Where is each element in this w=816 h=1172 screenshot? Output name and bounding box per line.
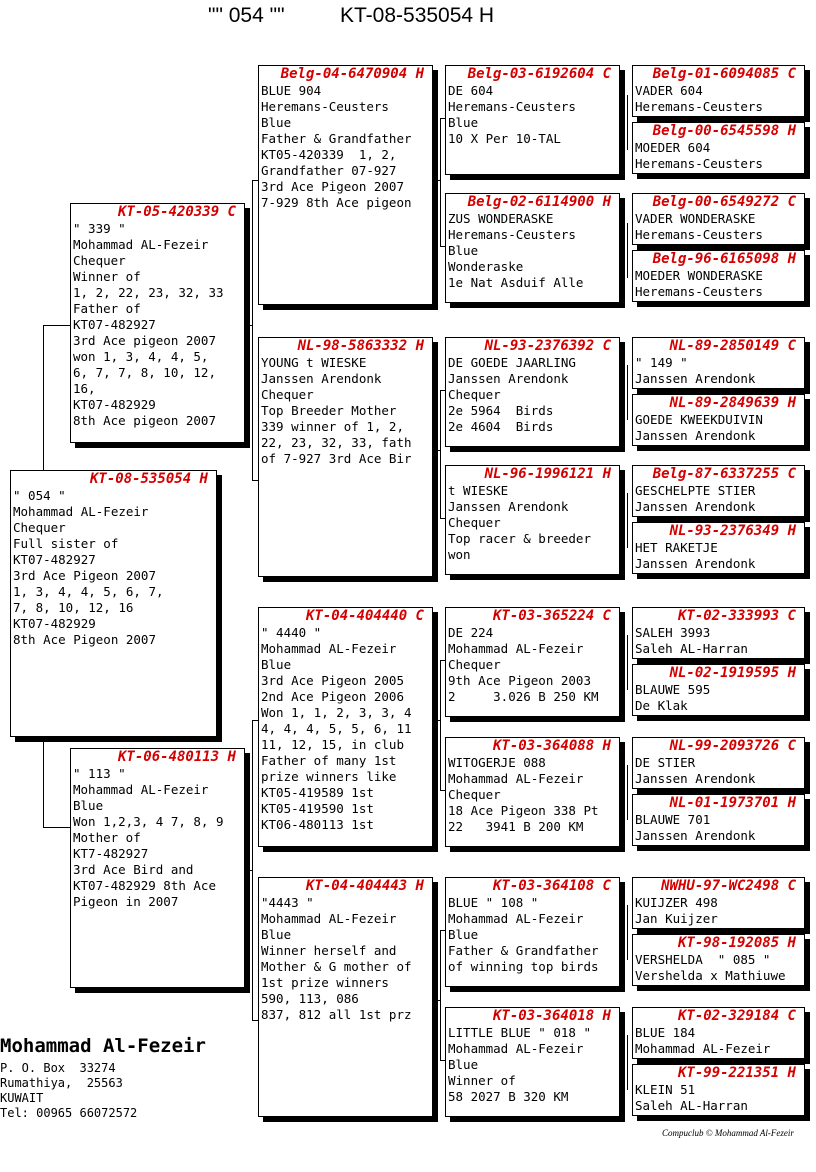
pedigree-connector-line xyxy=(627,905,628,960)
pigeon-card-g10 xyxy=(632,664,805,716)
pigeon-card-g14 xyxy=(632,934,805,986)
pigeon-info-line: ZUS WONDERASKE xyxy=(448,211,554,226)
pedigree-connector-line xyxy=(433,1000,440,1001)
pedigree-connector-line xyxy=(43,325,44,470)
pigeon-info-line: " 113 " xyxy=(73,766,126,781)
pigeon-info-line: BLAUWE 595 xyxy=(635,682,711,697)
ring-number: NL-96-1996121 H xyxy=(484,466,611,482)
pigeon-info-line: 3rd Ace Pigeon 2005 xyxy=(261,673,404,688)
pigeon-info-line: KUIJZER 498 xyxy=(635,895,718,910)
pigeon-info-line: Heremans-Ceusters xyxy=(635,99,763,114)
pigeon-card-dsd xyxy=(445,737,620,847)
header-ring-number: KT-08-535054 H xyxy=(340,4,495,27)
pigeon-info-line: Janssen Arendonk xyxy=(635,499,756,514)
pigeon-info-line: Heremans-Ceusters xyxy=(635,227,763,242)
pigeon-info-line: Chequer xyxy=(73,253,126,268)
pigeon-card-g15 xyxy=(632,1007,805,1059)
pigeon-info-line: Grandfather 07-927 xyxy=(261,163,397,178)
pigeon-info-line: Mohammad AL-Fezeir xyxy=(73,782,209,797)
pigeon-info-line: Heremans-Ceusters xyxy=(448,99,576,114)
ring-number: KT-04-404443 H xyxy=(305,878,424,894)
ring-number: NL-02-1919595 H xyxy=(669,665,796,681)
pigeon-card-ssd xyxy=(445,193,620,303)
pigeon-info-line: 590, 113, 086 xyxy=(261,991,359,1006)
pigeon-info-line: 10 X Per 10-TAL xyxy=(448,131,561,146)
ring-number: Belg-00-6545598 H xyxy=(652,123,796,139)
ring-number: KT-03-364018 H xyxy=(492,1008,611,1024)
pigeon-card-ss xyxy=(258,65,433,305)
pigeon-info-line: 58 2027 B 320 KM xyxy=(448,1089,569,1104)
pigeon-info-line: won 1, 3, 4, 4, 5, xyxy=(73,349,209,364)
pigeon-info-line: 18 Ace Pigeon 338 Pt xyxy=(448,803,599,818)
pigeon-info-line: Blue xyxy=(261,657,292,672)
pigeon-info-line: Blue xyxy=(448,927,479,942)
ring-number: NL-93-2376349 H xyxy=(669,523,796,539)
pigeon-info-line: Janssen Arendonk xyxy=(448,371,569,386)
owner-address-line: KUWAIT xyxy=(0,1091,44,1105)
pigeon-info-line: LITTLE BLUE " 018 " xyxy=(448,1025,591,1040)
pedigree-connector-line xyxy=(433,450,440,451)
pedigree-connector-line xyxy=(627,95,628,150)
ring-number: KT-08-535054 H xyxy=(89,471,208,487)
pigeon-info-line: Blue xyxy=(261,115,292,130)
pigeon-info-line: Blue xyxy=(261,927,292,942)
pigeon-info-line: Won 1, 1, 2, 3, 3, 4 xyxy=(261,705,412,720)
pigeon-info-line: KT7-482927 xyxy=(73,846,149,861)
pigeon-info-line: 11, 12, 15, in club xyxy=(261,737,404,752)
pigeon-info-line: Mohammad AL-Fezeir xyxy=(261,641,397,656)
pigeon-info-line: Mohammad AL-Fezeir xyxy=(448,641,584,656)
pigeon-card-dd xyxy=(258,877,433,1117)
pigeon-info-line: Mohammad AL-Fezeir xyxy=(13,504,149,519)
pedigree-connector-line xyxy=(43,325,70,326)
ring-number: KT-02-329184 C xyxy=(677,1008,796,1024)
pigeon-info-line: KT07-482929 xyxy=(13,616,96,631)
pedigree-connector-line xyxy=(43,737,44,827)
pigeon-card-g2 xyxy=(632,122,805,174)
header-nickname: "" 054 "" xyxy=(208,4,285,27)
pigeon-info-line: Mohammad AL-Fezeir xyxy=(261,911,397,926)
ring-number: KT-98-192085 H xyxy=(677,935,796,951)
pigeon-info-line: SALEH 3993 xyxy=(635,625,711,640)
pigeon-info-line: Janssen Arendonk xyxy=(261,371,382,386)
ring-number: KT-99-221351 H xyxy=(677,1065,796,1081)
pigeon-info-line: Father & Grandfather xyxy=(448,943,599,958)
ring-number: Belg-02-6114900 H xyxy=(467,194,611,210)
ring-number: KT-04-404440 C xyxy=(305,608,424,624)
pigeon-info-line: 4, 4, 4, 5, 5, 6, 11 xyxy=(261,721,412,736)
pedigree-connector-line xyxy=(440,660,441,790)
pigeon-card-g3 xyxy=(632,193,805,245)
pigeon-info-line: VADER 604 xyxy=(635,83,703,98)
pigeon-info-line: Chequer xyxy=(13,520,66,535)
pigeon-card-g1 xyxy=(632,65,805,117)
pigeon-card-g16 xyxy=(632,1064,805,1116)
pigeon-info-line: BLUE 184 xyxy=(635,1025,696,1040)
pigeon-info-line: Top Breeder Mother xyxy=(261,403,397,418)
pigeon-info-line: 1e Nat Asduif Alle xyxy=(448,275,584,290)
pigeon-info-line: 3rd Ace Bird and xyxy=(73,862,194,877)
owner-address-line: Rumathiya, 25563 xyxy=(0,1076,123,1090)
pedigree-connector-line xyxy=(245,870,252,871)
ring-number: NL-98-5863332 H xyxy=(297,338,424,354)
pedigree-connector-line xyxy=(627,765,628,820)
pigeon-info-line: Winner of xyxy=(73,269,141,284)
pigeon-info-line: Father of many 1st xyxy=(261,753,397,768)
pigeon-info-line: HET RAKETJE xyxy=(635,540,718,555)
pigeon-card-g13 xyxy=(632,877,805,929)
pigeon-info-line: Full sister of xyxy=(13,536,119,551)
pigeon-info-line: Jan Kuijzer xyxy=(635,911,718,926)
ring-number: NL-89-2850149 C xyxy=(669,338,796,354)
pedigree-connector-line xyxy=(252,720,253,1020)
pigeon-info-line: KT07-482927 xyxy=(73,317,156,332)
pigeon-card-g7 xyxy=(632,465,805,517)
pigeon-info-line: KT05-419590 1st xyxy=(261,801,374,816)
pedigree-connector-line xyxy=(627,635,628,690)
pigeon-info-line: VERSHELDA " 085 " xyxy=(635,952,771,967)
pigeon-card-ds xyxy=(258,607,433,847)
pigeon-info-line: 3rd Ace pigeon 2007 xyxy=(73,333,216,348)
pigeon-info-line: Winner of xyxy=(448,1073,516,1088)
pigeon-info-line: 339 winner of 1, 2, xyxy=(261,419,404,434)
pigeon-info-line: " 339 " xyxy=(73,221,126,236)
pigeon-info-line: 7, 8, 10, 12, 16 xyxy=(13,600,134,615)
pigeon-info-line: DE 224 xyxy=(448,625,494,640)
pigeon-card-g9 xyxy=(632,607,805,659)
pigeon-info-line: Blue xyxy=(73,798,104,813)
pigeon-info-line: Blue xyxy=(448,115,479,130)
pigeon-info-line: Heremans-Ceusters xyxy=(261,99,389,114)
pigeon-info-line: won xyxy=(448,547,471,562)
pedigree-connector-line xyxy=(252,180,253,480)
ring-number: KT-05-420339 C xyxy=(117,204,236,220)
pigeon-info-line: GESCHELPTE STIER xyxy=(635,483,756,498)
pigeon-info-line: of 7-927 3rd Ace Bir xyxy=(261,451,412,466)
pigeon-info-line: DE STIER xyxy=(635,755,696,770)
pigeon-info-line: BLUE " 108 " xyxy=(448,895,539,910)
pigeon-card-subject xyxy=(10,470,217,737)
copyright-note: Compuclub © Mohammad Al-Fezeir xyxy=(662,1128,794,1138)
pigeon-info-line: Heremans-Ceusters xyxy=(635,284,763,299)
ring-number: Belg-87-6337255 C xyxy=(652,466,796,482)
pigeon-info-line: Mohammad AL-Fezeir xyxy=(635,1041,771,1056)
pigeon-info-line: BLUE 904 xyxy=(261,83,322,98)
pedigree-connector-line xyxy=(440,930,441,1060)
pigeon-info-line: Mohammad AL-Fezeir xyxy=(448,771,584,786)
pigeon-card-sire xyxy=(70,203,245,443)
pigeon-info-line: t WIESKE xyxy=(448,483,509,498)
ring-number: NL-89-2849639 H xyxy=(669,395,796,411)
pigeon-info-line: 2e 5964 Birds xyxy=(448,403,554,418)
pigeon-info-line: Winner herself and xyxy=(261,943,397,958)
pigeon-info-line: 1, 2, 22, 23, 32, 33 xyxy=(73,285,224,300)
pigeon-card-sdd xyxy=(445,465,620,575)
pigeon-info-line: De Klak xyxy=(635,698,688,713)
pigeon-card-dss xyxy=(445,607,620,717)
pigeon-card-g11 xyxy=(632,737,805,789)
ring-number: NL-93-2376392 C xyxy=(484,338,611,354)
pedigree-connector-line xyxy=(440,118,441,246)
ring-number: NL-99-2093726 C xyxy=(669,738,796,754)
pigeon-info-line: Janssen Arendonk xyxy=(635,371,756,386)
pigeon-info-line: Chequer xyxy=(448,787,501,802)
pigeon-info-line: 2e 4604 Birds xyxy=(448,419,554,434)
pedigree-connector-line xyxy=(440,390,441,518)
pigeon-info-line: Janssen Arendonk xyxy=(635,556,756,571)
pigeon-info-line: " 054 " xyxy=(13,488,66,503)
pedigree-connector-line xyxy=(627,365,628,420)
ring-number: KT-06-480113 H xyxy=(117,749,236,765)
pigeon-info-line: 3rd Ace Pigeon 2007 xyxy=(261,179,404,194)
pigeon-info-line: Chequer xyxy=(448,657,501,672)
pedigree-connector-line xyxy=(43,827,70,828)
pigeon-info-line: Wonderaske xyxy=(448,259,524,274)
pedigree-connector-line xyxy=(433,720,440,721)
ring-number: KT-02-333993 C xyxy=(677,608,796,624)
pigeon-info-line: "4443 " xyxy=(261,895,314,910)
pedigree-connector-line xyxy=(627,1035,628,1090)
pigeon-info-line: Father of xyxy=(73,301,141,316)
pigeon-info-line: 8th Ace Pigeon 2007 xyxy=(13,632,156,647)
pigeon-info-line: DE 604 xyxy=(448,83,494,98)
ring-number: KT-03-364108 C xyxy=(492,878,611,894)
pedigree-connector-line xyxy=(433,180,440,181)
pigeon-card-g6 xyxy=(632,394,805,446)
pigeon-info-line: Blue xyxy=(448,1057,479,1072)
pigeon-info-line: Chequer xyxy=(261,387,314,402)
ring-number: Belg-00-6549272 C xyxy=(652,194,796,210)
pigeon-info-line: Mother of xyxy=(73,830,141,845)
pigeon-info-line: KT07-482929 8th Ace xyxy=(73,878,216,893)
pigeon-info-line: KT05-420339 1, 2, xyxy=(261,147,397,162)
ring-number: NWHU-97-WC2498 C xyxy=(661,878,796,894)
pigeon-info-line: 22, 23, 32, 33, fath xyxy=(261,435,412,450)
pedigree-connector-line xyxy=(627,493,628,548)
pigeon-info-line: KLEIN 51 xyxy=(635,1082,696,1097)
pigeon-info-line: Chequer xyxy=(448,515,501,530)
ring-number: Belg-03-6192604 C xyxy=(467,66,611,82)
pigeon-card-sd xyxy=(258,337,433,577)
pigeon-info-line: 22 3941 B 200 KM xyxy=(448,819,584,834)
pigeon-info-line: KT07-482929 xyxy=(73,397,156,412)
pigeon-card-sss xyxy=(445,65,620,175)
pigeon-info-line: 16, xyxy=(73,381,96,396)
ring-number: NL-01-1973701 H xyxy=(669,795,796,811)
pigeon-info-line: " 4440 " xyxy=(261,625,322,640)
pigeon-info-line: Heremans-Ceusters xyxy=(448,227,576,242)
pigeon-info-line: of winning top birds xyxy=(448,959,599,974)
pigeon-info-line: 7-929 8th Ace pigeon xyxy=(261,195,412,210)
pigeon-info-line: Mohammad AL-Fezeir xyxy=(73,237,209,252)
pigeon-info-line: 2nd Ace Pigeon 2006 xyxy=(261,689,404,704)
ring-number: KT-03-364088 H xyxy=(492,738,611,754)
pigeon-info-line: Chequer xyxy=(448,387,501,402)
pigeon-info-line: KT07-482927 xyxy=(13,552,96,567)
pigeon-info-line: DE GOEDE JAARLING xyxy=(448,355,576,370)
pigeon-info-line: Mohammad AL-Fezeir xyxy=(448,1041,584,1056)
pigeon-card-g5 xyxy=(632,337,805,389)
pedigree-connector-line xyxy=(245,325,252,326)
pigeon-info-line: 837, 812 all 1st prz xyxy=(261,1007,412,1022)
pigeon-info-line: Pigeon in 2007 xyxy=(73,894,179,909)
pigeon-info-line: Heremans-Ceusters xyxy=(635,156,763,171)
pigeon-info-line: Won 1,2,3, 4 7, 8, 9 xyxy=(73,814,224,829)
pigeon-info-line: Janssen Arendonk xyxy=(635,828,756,843)
pigeon-info-line: Top racer & breeder xyxy=(448,531,591,546)
pigeon-info-line: prize winners like xyxy=(261,769,397,784)
pigeon-info-line: 2 3.026 B 250 KM xyxy=(448,689,599,704)
pigeon-card-sds xyxy=(445,337,620,447)
pigeon-info-line: 1, 3, 4, 4, 5, 6, 7, xyxy=(13,584,164,599)
pigeon-card-g8 xyxy=(632,522,805,574)
pigeon-info-line: MOEDER WONDERASKE xyxy=(635,268,763,283)
pigeon-card-g4 xyxy=(632,250,805,302)
owner-name: Mohammad Al-Fezeir xyxy=(0,1035,206,1057)
pigeon-info-line: 3rd Ace Pigeon 2007 xyxy=(13,568,156,583)
pigeon-info-line: KT05-419589 1st xyxy=(261,785,374,800)
pigeon-card-dds xyxy=(445,877,620,987)
pigeon-info-line: Janssen Arendonk xyxy=(635,771,756,786)
pigeon-info-line: Saleh AL-Harran xyxy=(635,1098,748,1113)
pigeon-info-line: WITOGERJE 088 xyxy=(448,755,546,770)
pigeon-card-ddd xyxy=(445,1007,620,1117)
pigeon-info-line: Janssen Arendonk xyxy=(635,428,756,443)
pedigree-connector-line xyxy=(627,223,628,278)
owner-phone: Tel: 00965 66072572 xyxy=(0,1106,138,1120)
pigeon-info-line: 6, 7, 7, 8, 10, 12, xyxy=(73,365,216,380)
pigeon-info-line: 8th Ace pigeon 2007 xyxy=(73,413,216,428)
pigeon-info-line: 1st prize winners xyxy=(261,975,389,990)
pigeon-info-line: YOUNG t WIESKE xyxy=(261,355,367,370)
pigeon-info-line: GOEDE KWEEKDUIVIN xyxy=(635,412,763,427)
pigeon-card-g12 xyxy=(632,794,805,846)
ring-number: Belg-96-6165098 H xyxy=(652,251,796,267)
ring-number: Belg-04-6470904 H xyxy=(280,66,424,82)
pigeon-info-line: Vershelda x Mathiuwe xyxy=(635,968,786,983)
pigeon-info-line: Janssen Arendonk xyxy=(448,499,569,514)
pigeon-info-line: Father & Grandfather xyxy=(261,131,412,146)
pigeon-info-line: BLAUWE 701 xyxy=(635,812,711,827)
ring-number: KT-03-365224 C xyxy=(492,608,611,624)
ring-number: Belg-01-6094085 C xyxy=(652,66,796,82)
pigeon-info-line: KT06-480113 1st xyxy=(261,817,374,832)
pigeon-info-line: " 149 " xyxy=(635,355,688,370)
pigeon-info-line: MOEDER 604 xyxy=(635,140,711,155)
pigeon-info-line: VADER WONDERASKE xyxy=(635,211,756,226)
pigeon-info-line: Blue xyxy=(448,243,479,258)
pigeon-info-line: Mother & G mother of xyxy=(261,959,412,974)
pigeon-info-line: 9th Ace Pigeon 2003 xyxy=(448,673,591,688)
owner-address-line: P. O. Box 33274 xyxy=(0,1061,116,1075)
pigeon-info-line: Saleh AL-Harran xyxy=(635,641,748,656)
pigeon-info-line: Mohammad AL-Fezeir xyxy=(448,911,584,926)
pigeon-card-dam xyxy=(70,748,245,988)
